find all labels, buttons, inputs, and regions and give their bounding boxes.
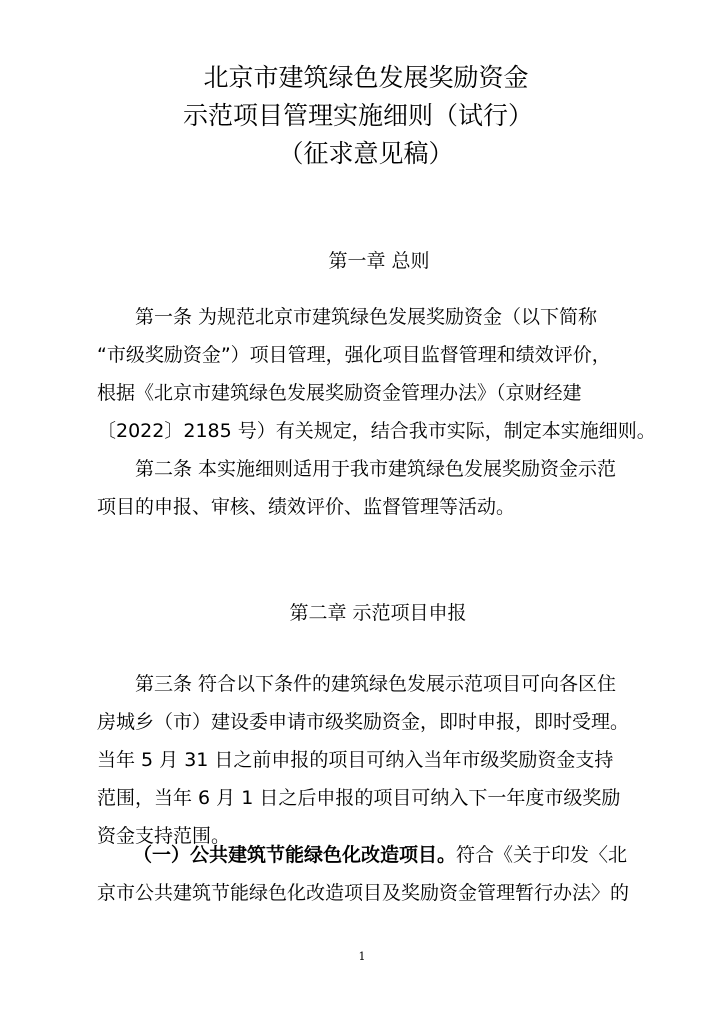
article-1-line-2: “市级奖励资金”）项目管理，强化项目监督管理和绩效评价， [97, 344, 611, 366]
item-1-heading: （一）公共建筑节能绿色化改造项目。 [133, 844, 457, 866]
item-1-line-1 [133, 842, 627, 868]
page-number: 1 [358, 950, 366, 963]
article-2-line-2: 项目的申报、审核、绩效评价、监督管理等活动。 [97, 496, 516, 518]
chapter-2-heading: 第二章 示范项目申报 [289, 602, 467, 624]
article-1-line-4: 〔2022〕2185 号）有关规定，结合我市实际，制定本实施细则。 [97, 420, 656, 442]
chapter-1-heading: 第一章 总则 [328, 250, 430, 272]
article-3-line-1: 第三条 符合以下条件的建筑绿色发展示范项目可向各区住 [135, 673, 617, 695]
article-1-line-3: 根据《北京市建筑绿色发展奖励资金管理办法》（京财经建 [97, 382, 582, 404]
document-title-line-1: 北京市建筑绿色发展奖励资金 [203, 63, 529, 92]
article-3-line-4: 范围，当年 6 月 1 日之后申报的项目可纳入下一年度市级奖励 [97, 787, 621, 809]
article-3-line-3: 当年 5 月 31 日之前申报的项目可纳入当年市级奖励资金支持 [97, 749, 614, 771]
article-2-line-1: 第二条 本实施细则适用于我市建筑绿色发展奖励资金示范 [135, 458, 617, 480]
document-title-line-2: 示范项目管理实施细则（试行） [182, 101, 533, 130]
article-3-line-2: 房城乡（市）建设委申请市级奖励资金，即时申报，即时受理。 [97, 711, 630, 733]
item-1-line-2: 京市公共建筑节能绿色化改造项目及奖励资金管理暂行办法〉的 [97, 882, 630, 904]
article-1-line-1: 第一条 为规范北京市建筑绿色发展奖励资金（以下简称 [135, 306, 598, 328]
document-title-line-3: （征求意见稿） [278, 139, 454, 168]
article-3-line-5: 资金支持范围。 [97, 825, 231, 847]
item-1-text: 符合《关于印发〈北 [456, 844, 628, 866]
